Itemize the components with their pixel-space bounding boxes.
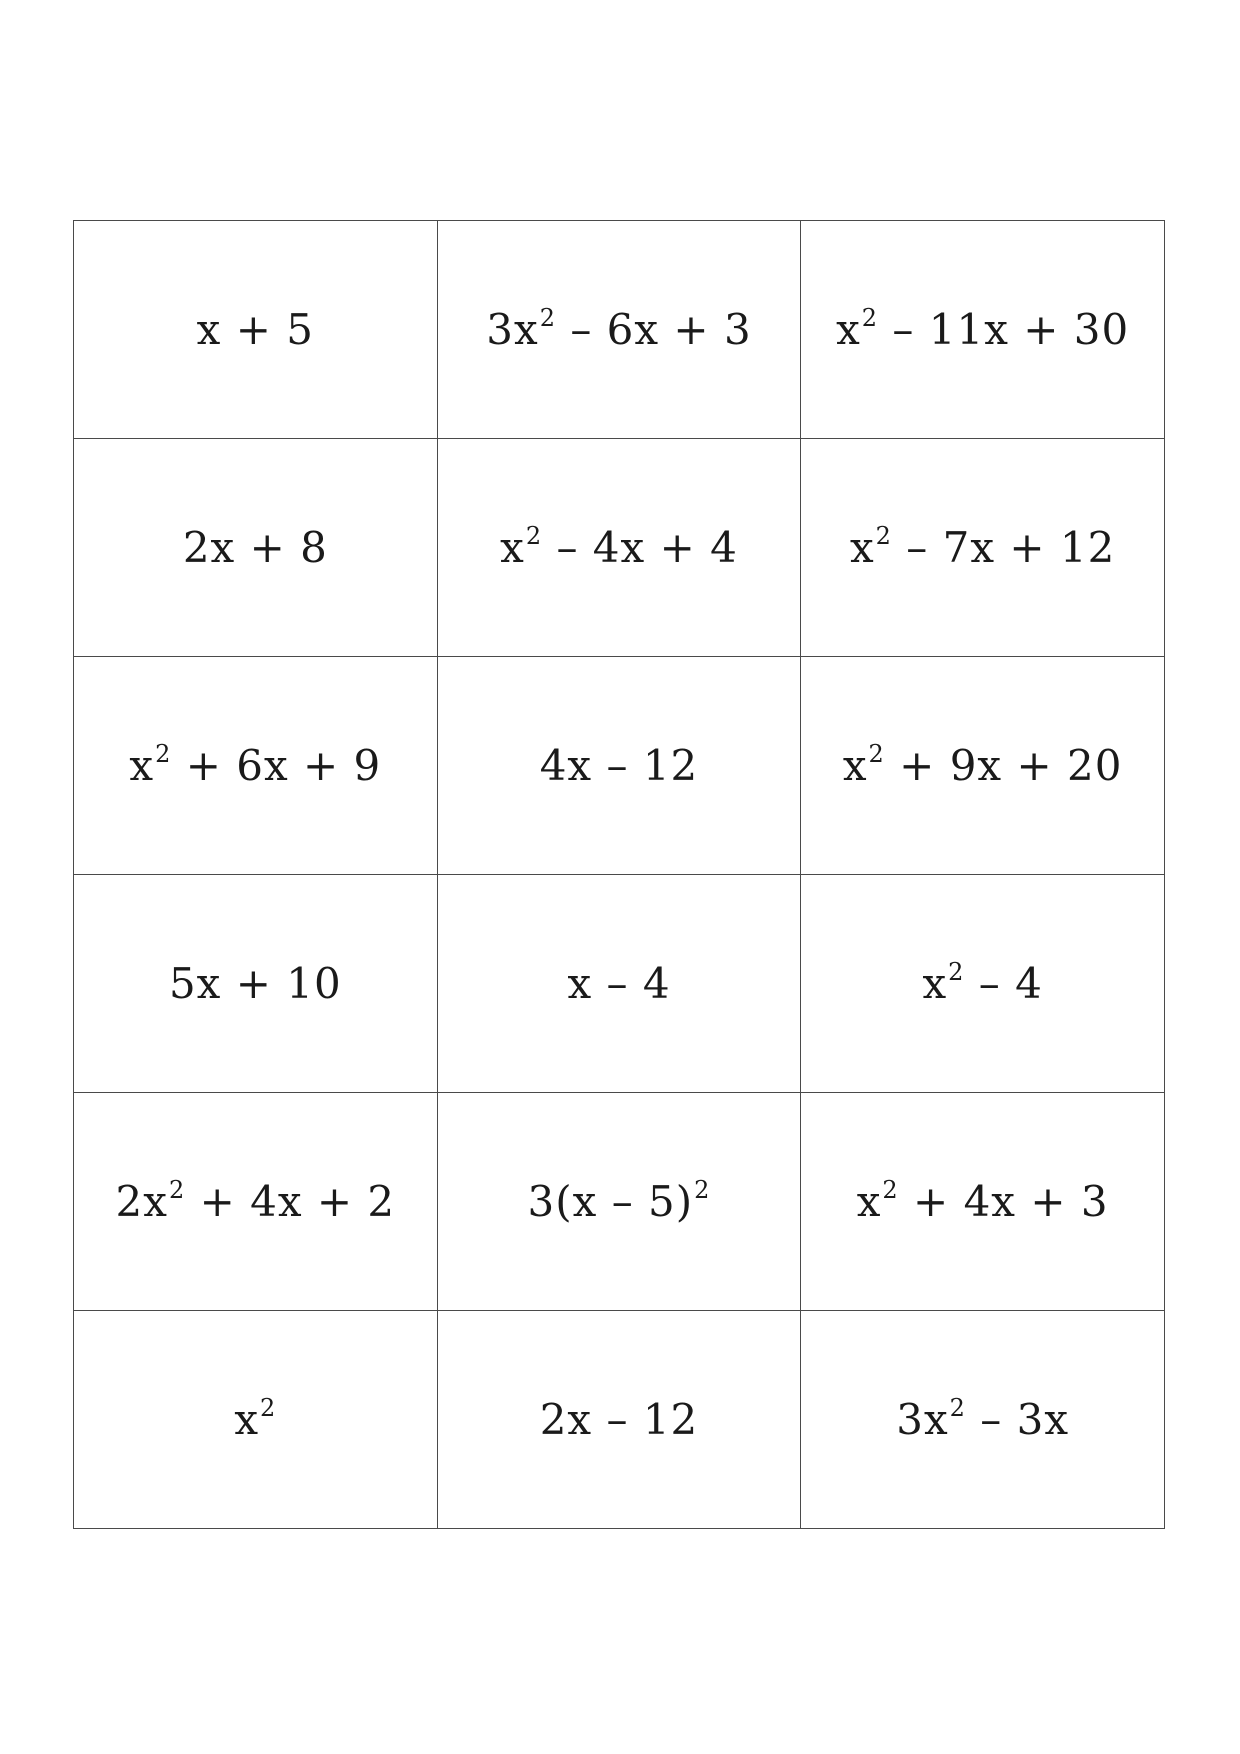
expression-term: 2x + 8 (182, 522, 328, 572)
expression-text (856, 1175, 1109, 1226)
expression-term: 4x – 12 (539, 740, 699, 790)
expression-card (801, 875, 1165, 1093)
expression-card (438, 221, 802, 439)
expression-text (115, 1175, 396, 1226)
exponent: 2 (882, 1175, 899, 1204)
expression-card (74, 657, 438, 875)
expression-term: 2x – 12 (539, 1394, 699, 1444)
expression-term: x (842, 740, 868, 790)
expression-card (801, 221, 1165, 439)
expression-text (182, 522, 328, 572)
expression-text (836, 303, 1130, 354)
exponent: 2 (861, 303, 879, 332)
expression-term: x (836, 304, 861, 354)
expression-text (196, 304, 314, 354)
expression-text (567, 958, 671, 1008)
expression-card (74, 439, 438, 657)
expression-card (74, 1093, 438, 1311)
expression-text (539, 740, 699, 790)
exponent: 2 (168, 1175, 186, 1204)
exponent: 2 (539, 303, 556, 332)
expression-term: x (849, 522, 875, 572)
expression-text (922, 957, 1043, 1008)
expression-text (168, 958, 342, 1008)
expression-card (438, 439, 802, 657)
expression-term: – 6x + 3 (555, 304, 752, 354)
expression-term: + 9x + 20 (884, 740, 1123, 790)
expression-card (438, 657, 802, 875)
expression-term: 3(x – 5) (527, 1176, 694, 1226)
expression-card (438, 875, 802, 1093)
expression-term: + 4x + 3 (898, 1176, 1109, 1226)
expression-card (438, 1093, 802, 1311)
expression-term: 2x (115, 1176, 168, 1226)
expression-term: x (234, 1394, 260, 1444)
exponent: 2 (868, 739, 885, 768)
exponent: 2 (948, 957, 965, 986)
expression-text (129, 739, 382, 790)
expression-term: – 4x + 4 (542, 522, 738, 572)
exponent: 2 (260, 1393, 277, 1422)
expression-card-grid (73, 220, 1165, 1529)
expression-card (74, 1311, 438, 1529)
expression-text (849, 521, 1116, 572)
exponent: 2 (875, 521, 892, 550)
expression-card (801, 1093, 1165, 1311)
exponent: 2 (949, 1393, 966, 1422)
expression-card (74, 875, 438, 1093)
expression-text (500, 521, 738, 572)
expression-text (539, 1394, 699, 1444)
expression-card (801, 657, 1165, 875)
expression-card (74, 221, 438, 439)
expression-term: x – 4 (567, 958, 671, 1008)
expression-term: x (129, 740, 155, 790)
expression-term: – 3x (965, 1394, 1070, 1444)
expression-term: x (922, 958, 948, 1008)
expression-card (801, 1311, 1165, 1529)
expression-term: – 4 (964, 958, 1043, 1008)
expression-text (527, 1175, 711, 1226)
expression-text (842, 739, 1123, 790)
expression-term: 5x + 10 (168, 958, 342, 1008)
expression-card (438, 1311, 802, 1529)
expression-card (801, 439, 1165, 657)
expression-term: x (856, 1176, 882, 1226)
expression-text (486, 303, 752, 354)
expression-term: + 4x + 2 (185, 1176, 396, 1226)
expression-term: 3x (896, 1394, 949, 1444)
expression-text (896, 1393, 1070, 1444)
expression-term: 3x (486, 304, 539, 354)
exponent: 2 (525, 521, 543, 550)
expression-term: x + 5 (196, 304, 314, 354)
exponent: 2 (155, 739, 172, 768)
expression-text (234, 1393, 277, 1444)
expression-term: + 6x + 9 (171, 740, 382, 790)
expression-term: – 7x + 12 (891, 522, 1116, 572)
exponent: 2 (694, 1175, 711, 1204)
expression-term: – 11x + 30 (878, 304, 1130, 354)
expression-term: x (500, 522, 525, 572)
